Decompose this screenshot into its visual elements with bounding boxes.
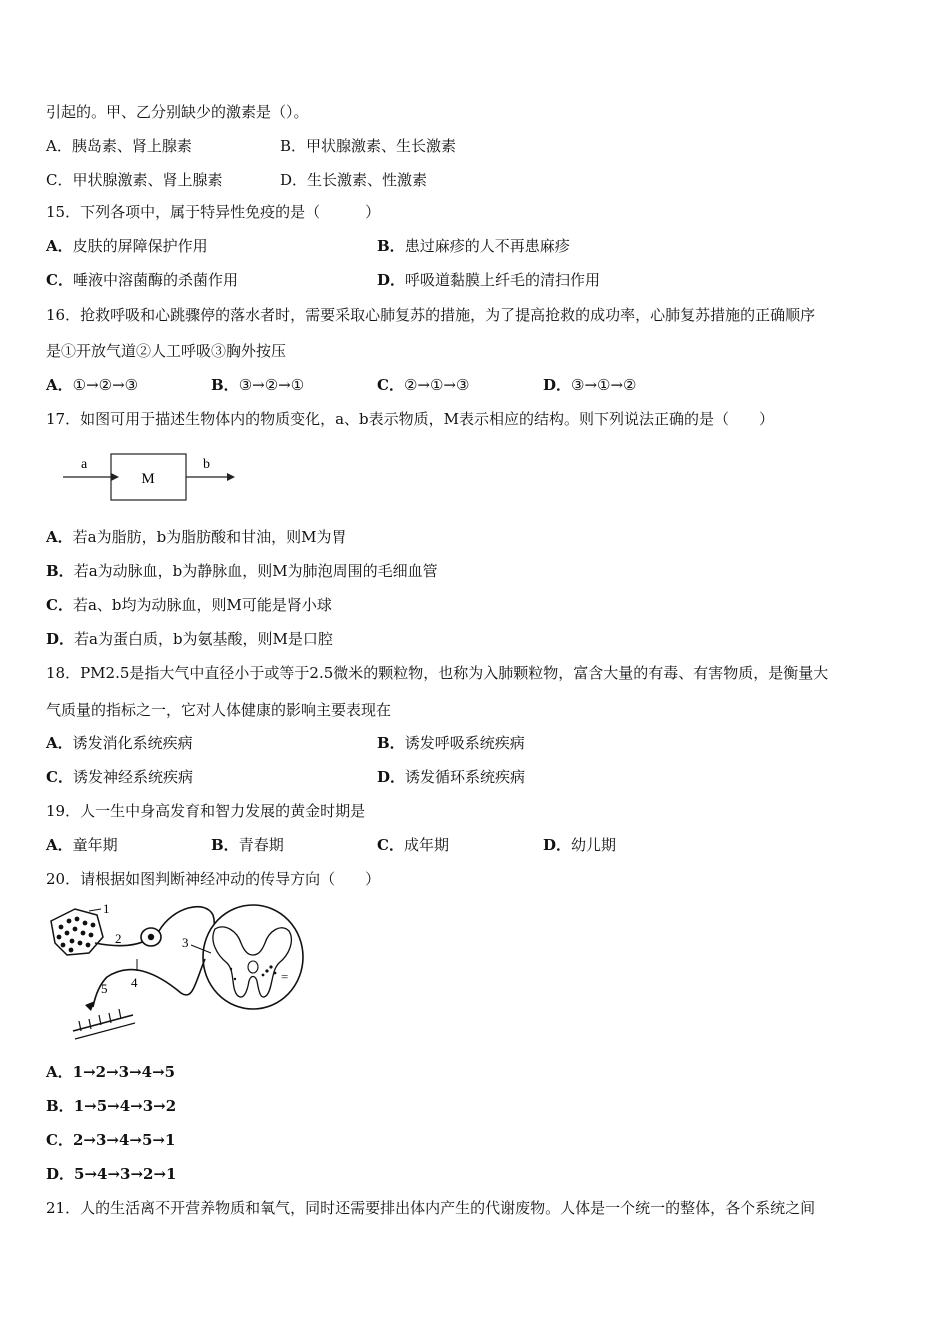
q20-option-a: A．1→2→3→4→5 [46, 1063, 176, 1081]
q16-option-d: D．③→①→② [543, 376, 637, 394]
q14-stem-tail: 引起的。甲、乙分别缺少的激素是（）。 [46, 103, 309, 121]
q17-flow-diagram [55, 448, 245, 508]
q21-stem: 21．人的生活离不开营养物质和氧气，同时还需要排出体内产生的代谢废物。人体是一个统一的整体，各个系统之间 [46, 1199, 816, 1217]
q20-stem: 20．请根据如图判断神经冲动的传导方向（ ） [46, 870, 381, 888]
q17-option-b: B．若a为动脉血，b为静脉血，则M为肺泡周围的毛细血管 [46, 562, 438, 580]
effector-muscle-icon [73, 1001, 135, 1039]
q18-option-a: A．诱发消化系统疾病 [46, 734, 193, 752]
q14-option-b: B．甲状腺激素、生长激素 [280, 137, 457, 155]
q19-stem: 19．人一生中身高发育和智力发展的黄金时期是 [46, 802, 366, 820]
q17-stem: 17．如图可用于描述生物体内的物质变化，a、b表示物质，M表示相应的结构。则下列说法正确的是（ ） [46, 410, 774, 428]
q17-label-a: a [81, 457, 88, 472]
q15-option-a: A．皮肤的屏障保护作用 [46, 237, 208, 255]
diagram-label-3: 3 [182, 935, 189, 950]
q18-option-d: D．诱发循环系统疾病 [377, 768, 526, 786]
q15-option-d: D．呼吸道黏膜上纤毛的清扫作用 [377, 271, 601, 289]
q14-option-a: A．胰岛素、肾上腺素 [46, 137, 192, 155]
q17-label-b: b [203, 457, 210, 472]
diagram-label-2: 2 [115, 931, 122, 946]
q20-reflex-arc-diagram [45, 897, 310, 1042]
diagram-label-4: 4 [131, 975, 138, 990]
q20-option-b: B．1→5→4→3→2 [46, 1097, 177, 1115]
q15-option-c: C．唾液中溶菌酶的杀菌作用 [46, 271, 238, 289]
q19-option-a: A．童年期 [46, 836, 118, 854]
q16-stem-line2: 是①开放气道②人工呼吸③胸外按压 [46, 342, 287, 360]
diagram-label-5: 5 [101, 981, 108, 996]
q19-option-c: C．成年期 [377, 836, 449, 854]
q16-stem-line1: 16．抢救呼吸和心跳骤停的落水者时，需要采取心肺复苏的措施，为了提高抢救的成功率，心肺复苏措施的正确顺序 [46, 306, 816, 324]
q16-option-a: A．①→②→③ [46, 376, 139, 394]
q14-option-d: D．生长激素、性激素 [280, 171, 428, 189]
q19-option-d: D．幼儿期 [543, 836, 617, 854]
q16-option-c: C．②→①→③ [377, 376, 470, 394]
q15-option-b: B．患过麻疹的人不再患麻疹 [377, 237, 570, 255]
q18-stem-line1: 18．PM2.5是指大气中直径小于或等于2.5微米的颗粒物，也称为入肺颗粒物，富含大量的有毒、有害物质，是衡量大 [46, 664, 829, 682]
q20-option-d: D．5→4→3→2→1 [46, 1165, 177, 1183]
q19-option-b: B．青春期 [211, 836, 284, 854]
q20-option-c: C．2→3→4→5→1 [46, 1131, 176, 1149]
q14-option-c: C．甲状腺激素、肾上腺素 [46, 171, 223, 189]
q16-option-b: B．③→②→① [211, 376, 305, 394]
svg-text:=: = [281, 969, 289, 984]
diagram-label-1: 1 [103, 901, 110, 916]
q18-option-c: C．诱发神经系统疾病 [46, 768, 193, 786]
q17-option-c: C．若a、b均为动脉血，则M可能是肾小球 [46, 596, 332, 614]
q17-option-a: A．若a为脂肪，b为脂肪酸和甘油，则M为胃 [46, 528, 347, 546]
q18-option-b: B．诱发呼吸系统疾病 [377, 734, 525, 752]
receptor-skin-icon [51, 909, 103, 955]
q17-label-m: M [141, 471, 155, 487]
q15-stem: 15．下列各项中，属于特异性免疫的是（ ） [46, 203, 381, 221]
q18-stem-line2: 气质量的指标之一，它对人体健康的影响主要表现在 [46, 701, 392, 719]
q17-option-d: D．若a为蛋白质，b为氨基酸，则M是口腔 [46, 630, 333, 648]
